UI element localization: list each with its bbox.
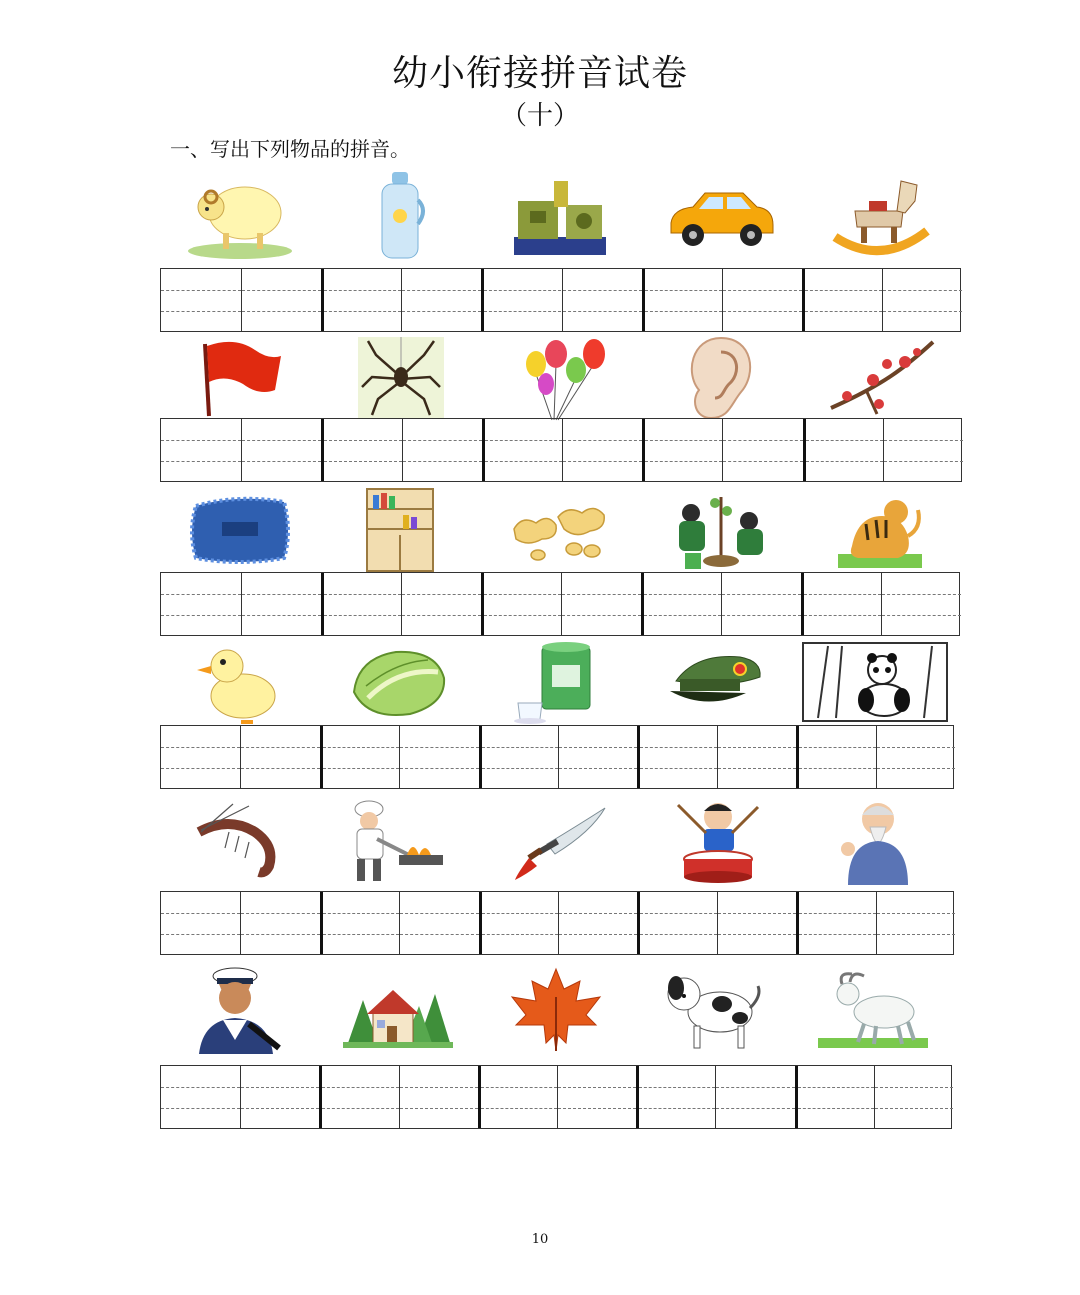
guide-line: [644, 594, 721, 595]
page-number: 10: [531, 1232, 549, 1247]
pinyin-writing-cell[interactable]: [481, 269, 561, 331]
guide-line: [640, 913, 716, 914]
guide-line: [242, 461, 321, 462]
spider-icon: [320, 330, 480, 426]
peanuts-icon: [480, 482, 640, 578]
shrimp-icon: [160, 794, 319, 890]
guide-line: [324, 440, 401, 441]
guide-line: [877, 747, 955, 748]
pinyin-writing-row: [160, 725, 954, 789]
pinyin-writing-cell[interactable]: [636, 1066, 715, 1128]
pinyin-writing-cell[interactable]: [717, 892, 796, 954]
duck-icon: [160, 634, 319, 730]
machine-tool-icon: [480, 168, 640, 264]
guide-line: [484, 311, 561, 312]
pinyin-writing-cell[interactable]: [642, 419, 722, 481]
tiger-icon: [800, 482, 960, 578]
guide-line: [241, 768, 319, 769]
guide-line: [242, 311, 321, 312]
guide-line: [400, 747, 478, 748]
guide-line: [485, 440, 562, 441]
picture-row: [160, 634, 954, 730]
pinyin-writing-cell[interactable]: [402, 419, 482, 481]
tea-icon: [478, 634, 637, 730]
guide-line: [558, 1108, 636, 1109]
guide-line: [559, 913, 637, 914]
pinyin-writing-cell[interactable]: [558, 726, 637, 788]
guide-line: [482, 913, 558, 914]
pinyin-writing-cell[interactable]: [240, 892, 319, 954]
pillow-icon: [160, 482, 320, 578]
picture-row: [160, 962, 952, 1058]
guide-line: [877, 768, 955, 769]
guide-line: [799, 747, 875, 748]
guide-line: [323, 768, 399, 769]
thermos-bottle-icon: [320, 168, 480, 264]
guide-line: [716, 1087, 794, 1088]
pinyin-writing-cell[interactable]: [321, 269, 401, 331]
guide-line: [400, 913, 478, 914]
picture-row: [160, 330, 962, 426]
guide-line: [481, 1087, 557, 1088]
guide-line: [563, 311, 642, 312]
guide-line: [241, 934, 319, 935]
guide-line: [482, 768, 558, 769]
pinyin-writing-cell[interactable]: [558, 892, 637, 954]
pinyin-writing-cell[interactable]: [801, 573, 881, 635]
guide-line: [242, 615, 321, 616]
guide-line: [403, 461, 482, 462]
old-man-icon: [795, 794, 954, 890]
pinyin-writing-cell[interactable]: [637, 892, 716, 954]
guide-line: [241, 913, 319, 914]
pinyin-writing-cell[interactable]: [479, 892, 558, 954]
guide-line: [400, 1087, 478, 1088]
guide-line: [799, 934, 875, 935]
maple-leaf-icon: [477, 962, 635, 1058]
guide-line: [161, 290, 241, 291]
guide-line: [484, 290, 561, 291]
pinyin-writing-cell[interactable]: [161, 726, 240, 788]
guide-line: [884, 440, 963, 441]
pinyin-writing-cell[interactable]: [481, 573, 561, 635]
guide-line: [161, 934, 240, 935]
picture-row: [160, 168, 961, 264]
guide-line: [718, 747, 796, 748]
pinyin-writing-cell[interactable]: [479, 726, 558, 788]
guide-line: [640, 747, 716, 748]
red-flag-icon: [160, 330, 320, 426]
guide-line: [877, 934, 955, 935]
guide-line: [644, 615, 721, 616]
guide-line: [723, 290, 802, 291]
pinyin-writing-cell[interactable]: [874, 1066, 953, 1128]
pinyin-writing-cell[interactable]: [240, 726, 319, 788]
guide-line: [323, 747, 399, 748]
chef-icon: [319, 794, 478, 890]
goat-icon: [794, 962, 952, 1058]
pinyin-writing-cell[interactable]: [722, 269, 802, 331]
guide-line: [559, 747, 637, 748]
guide-line: [323, 913, 399, 914]
bookcase-icon: [320, 482, 480, 578]
guide-line: [322, 1087, 398, 1088]
pinyin-writing-cell[interactable]: [399, 1066, 478, 1128]
guide-line: [806, 440, 883, 441]
guide-line: [241, 1108, 319, 1109]
guide-line: [882, 594, 961, 595]
guide-line: [323, 934, 399, 935]
guide-line: [400, 934, 478, 935]
guide-line: [563, 461, 642, 462]
pinyin-writing-cell[interactable]: [320, 726, 399, 788]
pinyin-writing-cell[interactable]: [161, 892, 240, 954]
guide-line: [883, 311, 962, 312]
pinyin-writing-cell[interactable]: [161, 269, 241, 331]
guide-line: [161, 1087, 240, 1088]
pinyin-writing-cell[interactable]: [715, 1066, 794, 1128]
pinyin-writing-row: [160, 268, 961, 332]
page-title: 幼小衔接拼音试卷: [391, 53, 688, 94]
pinyin-writing-cell[interactable]: [240, 1066, 319, 1128]
picture-row: [160, 482, 960, 578]
guide-line: [161, 311, 241, 312]
guide-line: [639, 1087, 715, 1088]
pinyin-writing-cell[interactable]: [478, 1066, 557, 1128]
pinyin-writing-cell[interactable]: [722, 419, 802, 481]
picture-row: [160, 794, 954, 890]
guide-line: [806, 461, 883, 462]
pinyin-writing-cell[interactable]: [721, 573, 801, 635]
pinyin-writing-cell[interactable]: [161, 419, 241, 481]
car-icon: [641, 168, 801, 264]
guide-line: [242, 290, 321, 291]
pinyin-writing-cell[interactable]: [320, 892, 399, 954]
guide-line: [722, 615, 801, 616]
cabbage-icon: [319, 634, 478, 730]
panda-icon: [795, 634, 954, 730]
guide-line: [484, 594, 561, 595]
pinyin-writing-cell[interactable]: [241, 419, 321, 481]
pinyin-writing-cell[interactable]: [482, 419, 562, 481]
guide-line: [241, 1087, 319, 1088]
guide-line: [324, 290, 401, 291]
guide-line: [645, 311, 722, 312]
guide-line: [798, 1108, 874, 1109]
pinyin-writing-cell[interactable]: [796, 726, 875, 788]
pinyin-writing-row: [160, 891, 954, 955]
guide-line: [242, 594, 321, 595]
pinyin-writing-cell[interactable]: [882, 269, 962, 331]
guide-line: [161, 913, 240, 914]
guide-line: [723, 311, 802, 312]
guide-line: [482, 934, 558, 935]
pinyin-writing-row: [160, 1065, 952, 1129]
guide-line: [563, 290, 642, 291]
page-subtitle: （十）: [500, 101, 579, 131]
guide-line: [558, 1087, 636, 1088]
guide-line: [640, 934, 716, 935]
guide-line: [402, 290, 481, 291]
rocking-horse-icon: [801, 168, 961, 264]
pinyin-writing-cell[interactable]: [883, 419, 963, 481]
guide-line: [718, 913, 796, 914]
guide-line: [875, 1087, 953, 1088]
pinyin-writing-cell[interactable]: [637, 726, 716, 788]
guide-line: [559, 768, 637, 769]
pinyin-writing-cell[interactable]: [561, 573, 641, 635]
guide-line: [161, 461, 241, 462]
sword-icon: [478, 794, 637, 890]
guide-line: [403, 440, 482, 441]
guide-line: [563, 440, 642, 441]
pinyin-writing-cell[interactable]: [562, 269, 642, 331]
guide-line: [559, 934, 637, 935]
pinyin-writing-cell[interactable]: [399, 726, 478, 788]
guide-line: [884, 461, 963, 462]
guide-line: [161, 440, 241, 441]
pinyin-writing-cell[interactable]: [161, 573, 241, 635]
ear-icon: [641, 330, 801, 426]
guide-line: [799, 768, 875, 769]
army-cap-icon: [636, 634, 795, 730]
balloons-icon: [481, 330, 641, 426]
guide-line: [241, 747, 319, 748]
pinyin-writing-cell[interactable]: [241, 573, 321, 635]
guide-line: [640, 768, 716, 769]
pinyin-writing-cell[interactable]: [399, 892, 478, 954]
guide-line: [324, 615, 401, 616]
guide-line: [324, 461, 401, 462]
guide-line: [161, 768, 240, 769]
pinyin-writing-row: [160, 572, 960, 636]
guide-line: [482, 747, 558, 748]
pinyin-writing-cell[interactable]: [321, 419, 401, 481]
pinyin-writing-cell[interactable]: [876, 726, 955, 788]
pinyin-writing-cell[interactable]: [562, 419, 642, 481]
guide-line: [804, 594, 881, 595]
guide-line: [324, 311, 401, 312]
pinyin-writing-cell[interactable]: [642, 269, 722, 331]
guide-line: [875, 1108, 953, 1109]
plum-blossom-icon: [802, 330, 962, 426]
pinyin-writing-cell[interactable]: [321, 573, 401, 635]
guide-line: [481, 1108, 557, 1109]
guide-line: [877, 913, 955, 914]
guide-line: [645, 290, 722, 291]
guide-line: [722, 594, 801, 595]
pinyin-writing-cell[interactable]: [796, 892, 875, 954]
guide-line: [805, 290, 882, 291]
guide-line: [484, 615, 561, 616]
guide-line: [562, 615, 641, 616]
house-icon: [318, 962, 476, 1058]
guide-line: [799, 913, 875, 914]
pinyin-writing-cell[interactable]: [557, 1066, 636, 1128]
guide-line: [723, 440, 802, 441]
pinyin-writing-cell[interactable]: [319, 1066, 398, 1128]
guide-line: [161, 1108, 240, 1109]
guide-line: [882, 615, 961, 616]
pinyin-writing-cell[interactable]: [401, 269, 481, 331]
instruction-text: 一、写出下列物品的拼音。: [170, 137, 410, 161]
guide-line: [645, 440, 722, 441]
pinyin-writing-cell[interactable]: [641, 573, 721, 635]
pinyin-writing-cell[interactable]: [795, 1066, 874, 1128]
dog-icon: [635, 962, 793, 1058]
guide-line: [485, 461, 562, 462]
guide-line: [723, 461, 802, 462]
pinyin-writing-cell[interactable]: [881, 573, 961, 635]
pinyin-writing-cell[interactable]: [803, 419, 883, 481]
guide-line: [798, 1087, 874, 1088]
guide-line: [400, 1108, 478, 1109]
pinyin-writing-cell[interactable]: [241, 269, 321, 331]
guide-line: [324, 594, 401, 595]
guide-line: [400, 768, 478, 769]
pinyin-writing-row: [160, 418, 962, 482]
guide-line: [645, 461, 722, 462]
guide-line: [402, 594, 481, 595]
guide-line: [718, 934, 796, 935]
guide-line: [562, 594, 641, 595]
guide-line: [805, 311, 882, 312]
drummer-boy-icon: [636, 794, 795, 890]
guide-line: [161, 747, 240, 748]
pinyin-writing-cell[interactable]: [717, 726, 796, 788]
guide-line: [716, 1108, 794, 1109]
guide-line: [402, 615, 481, 616]
guide-line: [639, 1108, 715, 1109]
pinyin-writing-cell[interactable]: [401, 573, 481, 635]
guide-line: [883, 290, 962, 291]
guide-line: [161, 615, 241, 616]
guide-line: [718, 768, 796, 769]
sailor-icon: [160, 962, 318, 1058]
sheep-icon: [160, 168, 320, 264]
pinyin-writing-cell[interactable]: [161, 1066, 240, 1128]
pinyin-writing-cell[interactable]: [802, 269, 882, 331]
guide-line: [161, 594, 241, 595]
guide-line: [402, 311, 481, 312]
guide-line: [804, 615, 881, 616]
guide-line: [242, 440, 321, 441]
pinyin-writing-cell[interactable]: [876, 892, 955, 954]
tree-planting-icon: [640, 482, 800, 578]
guide-line: [322, 1108, 398, 1109]
